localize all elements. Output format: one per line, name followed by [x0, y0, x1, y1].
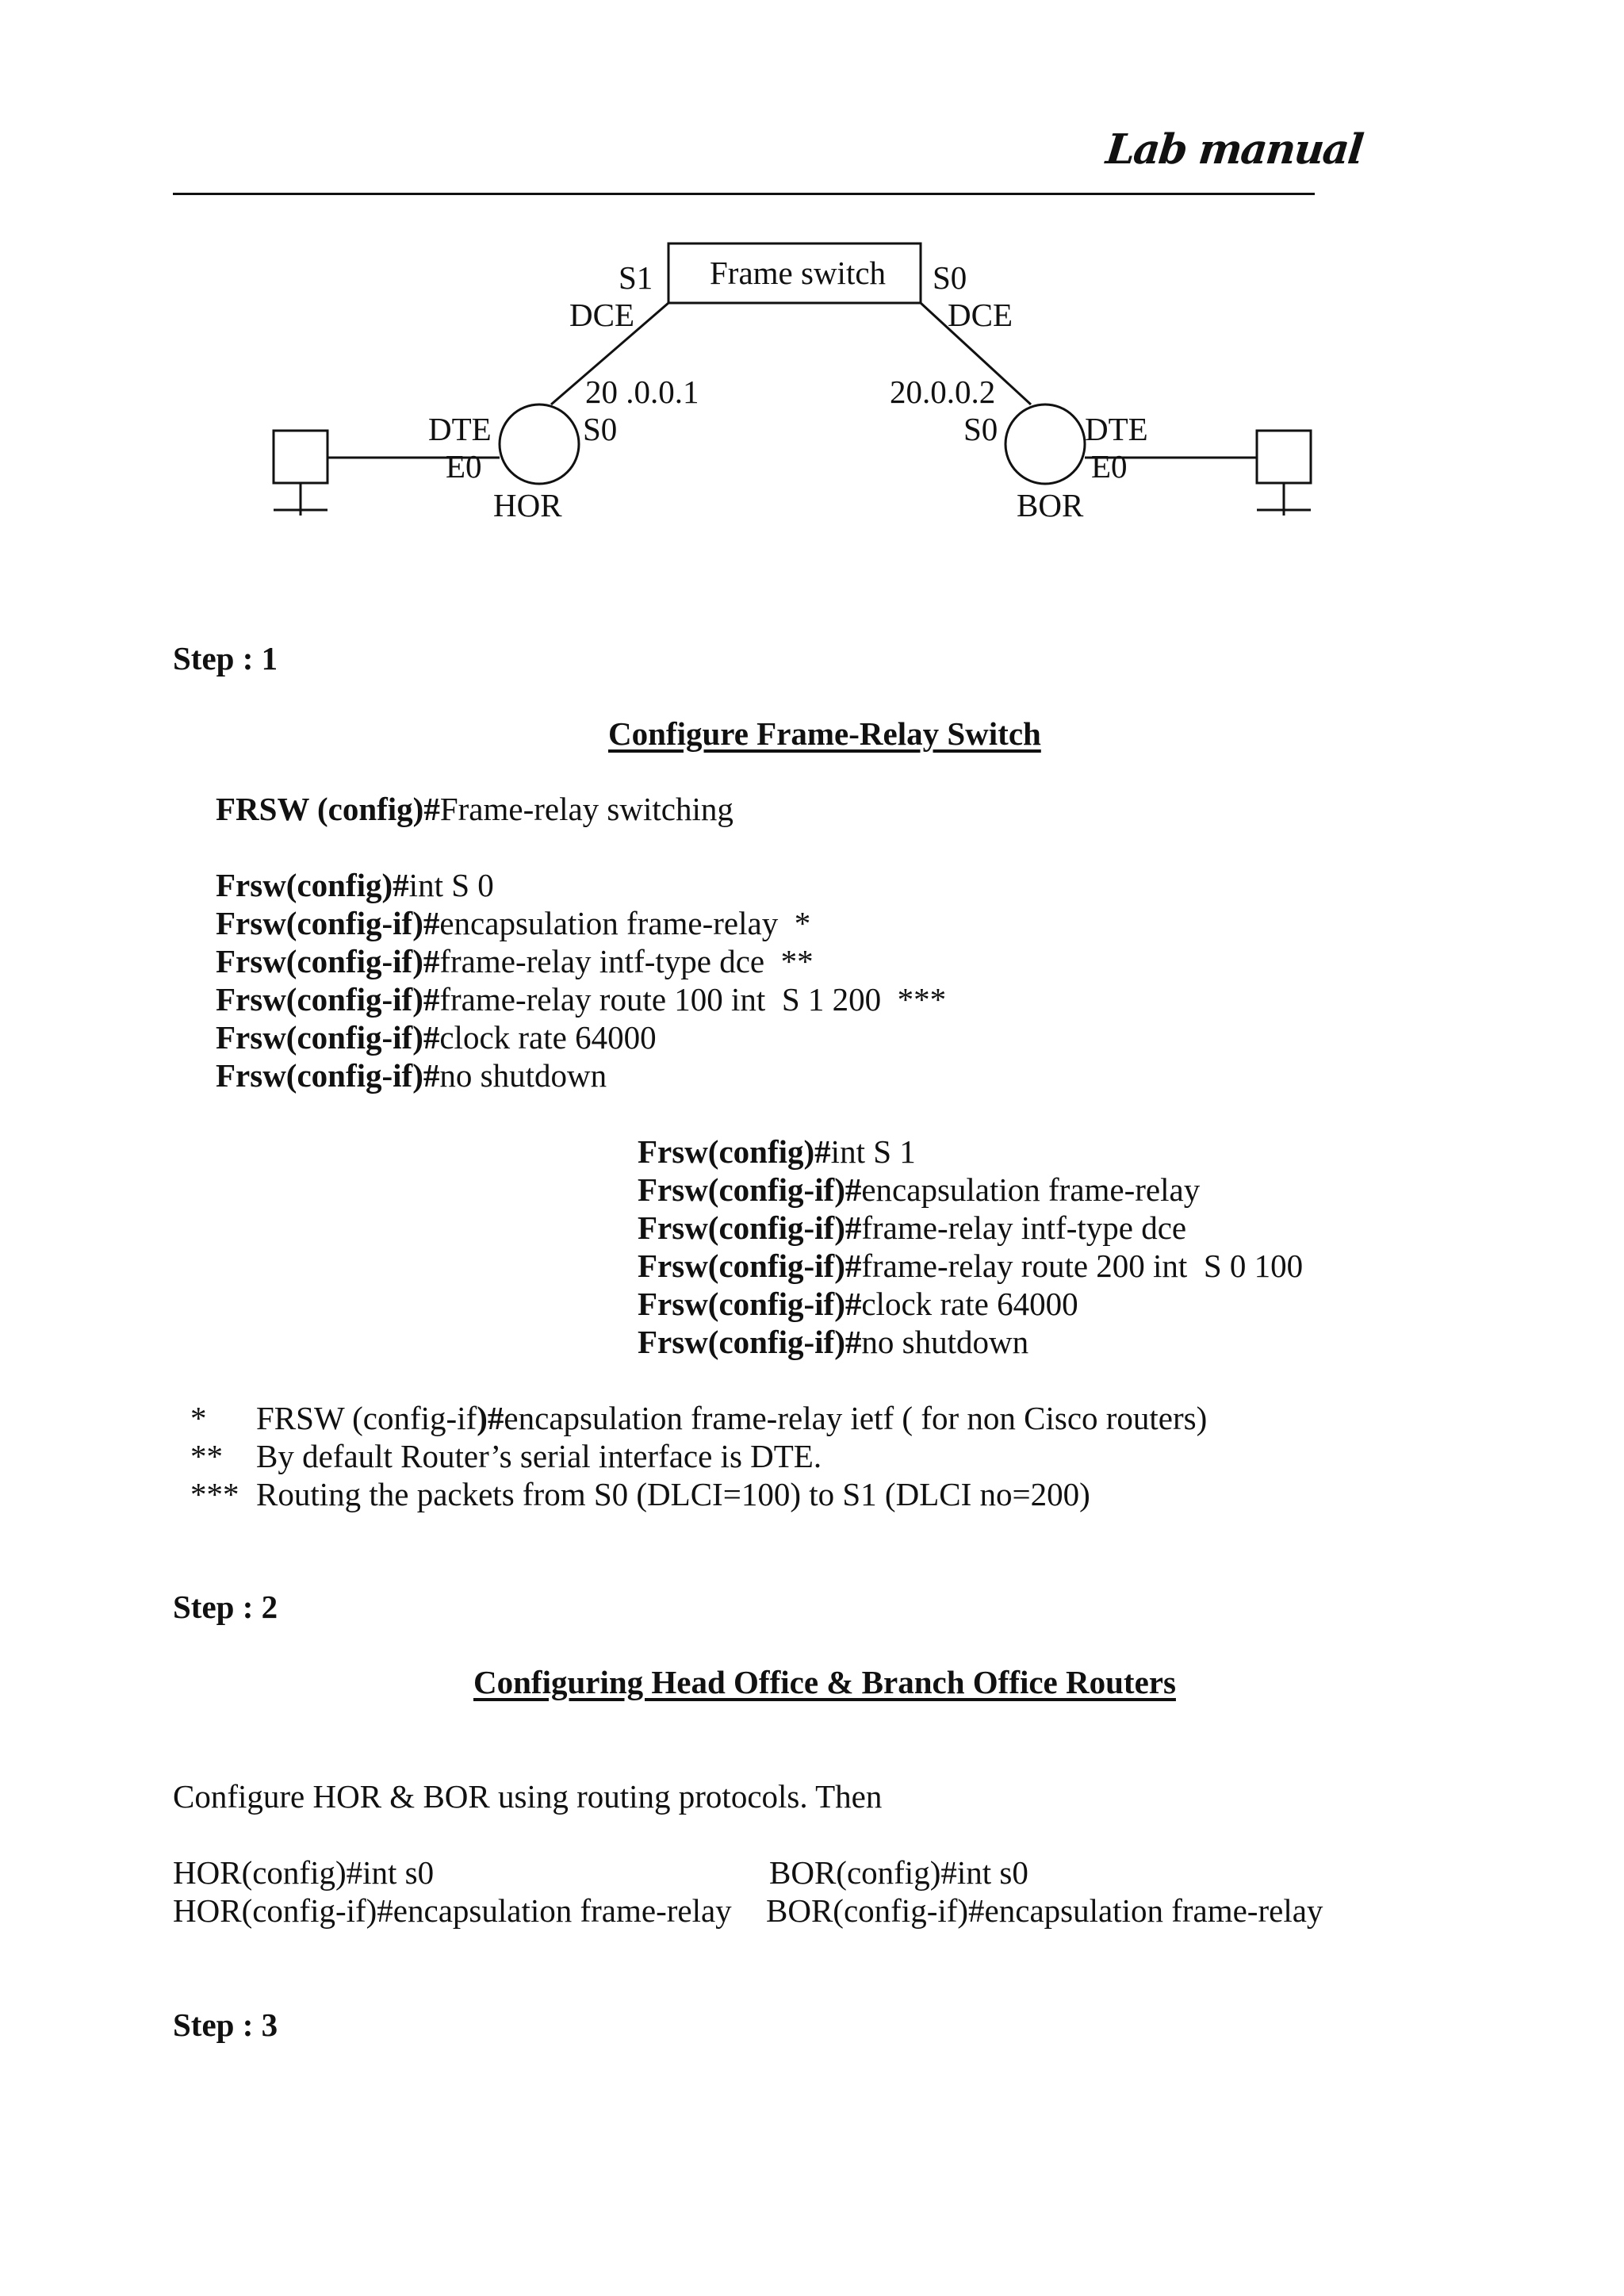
hor-host-computer [274, 431, 327, 483]
step1-heading: Configure Frame-Relay Switch [608, 715, 1041, 752]
switch-label: Frame switch [710, 255, 887, 291]
hor-name-label: HOR [493, 487, 562, 523]
cmd-prompt: FRSW (config)# [216, 791, 440, 827]
bor-dte-label: DTE [1085, 411, 1148, 447]
config-line: Frsw(config-if)#frame-relay route 200 int S 0 100 [638, 1248, 1304, 1284]
bor-serial-label: S0 [963, 411, 998, 447]
header-title: Lab manual [1103, 125, 1365, 174]
config-line: Frsw(config-if)#no shutdown [638, 1324, 1029, 1360]
step1-label: Step : 1 [173, 640, 278, 677]
hor-router [500, 404, 579, 484]
config-line: Frsw(config-if)#clock rate 64000 [216, 1019, 657, 1056]
hor-serial-label: S0 [583, 411, 618, 447]
frsw-switching-line [216, 793, 733, 826]
footnote-text: Routing the packets from S0 (DLCI=100) to S1 (DLCI no=200) [256, 1476, 1090, 1512]
config-line: Frsw(config-if)#no shutdown [216, 1057, 607, 1094]
footnote-mark: *** [190, 1476, 239, 1512]
config-line: Frsw(config-if)#frame-relay intf-type dce ** [216, 943, 814, 979]
config-line: Frsw(config-if)#frame-relay route 100 int S 1 200 *** [216, 981, 947, 1018]
bor-ip-label: 20.0.0.2 [890, 374, 996, 410]
config-line: Frsw(config-if)#clock rate 64000 [638, 1286, 1078, 1322]
config-line: Frsw(config)#int S 0 [216, 867, 494, 903]
footnote-text: By default Router’s serial interface is DTE. [256, 1438, 822, 1474]
bor-config-line: BOR(config)#int s0 [769, 1854, 1028, 1891]
right-port-type: DCE [948, 297, 1013, 333]
bor-config-line: BOR(config-if)#encapsulation frame-relay [766, 1892, 1323, 1929]
hor-config-line: HOR(config-if)#encapsulation frame-relay [173, 1892, 732, 1929]
left-port-type: DCE [569, 297, 634, 333]
footnote-mark: * [190, 1400, 207, 1436]
right-port-label: S0 [933, 259, 967, 296]
bor-name-label: BOR [1017, 487, 1084, 523]
step2-label: Step : 2 [173, 1589, 278, 1625]
hor-ip-label: 20 .0.0.1 [585, 374, 699, 410]
hor-eth-label: E0 [446, 448, 482, 485]
footnote-mark: ** [190, 1438, 223, 1474]
step2-intro: Configure HOR & BOR using routing protocols. Then [173, 1778, 883, 1815]
bor-host-computer [1257, 431, 1311, 483]
cmd-text: Frame-relay switching [439, 791, 733, 827]
step3-label: Step : 3 [173, 2007, 278, 2043]
config-line: Frsw(config)#int S 1 [638, 1133, 916, 1170]
config-line: Frsw(config-if)#encapsulation frame-relay * [216, 905, 811, 941]
step2-heading: Configuring Head Office & Branch Office Routers [473, 1664, 1176, 1700]
network-diagram [0, 230, 1624, 547]
hor-config-line: HOR(config)#int s0 [173, 1854, 435, 1891]
config-line: Frsw(config-if)#frame-relay intf-type dce [638, 1209, 1187, 1246]
left-port-label: S1 [619, 259, 653, 296]
bor-eth-label: E0 [1091, 448, 1128, 485]
footnote-text: FRSW (config-if)#encapsulation frame-relay ietf ( for non Cisco routers) [256, 1400, 1208, 1436]
header-rule [173, 193, 1315, 195]
config-line: Frsw(config-if)#encapsulation frame-relay [638, 1171, 1201, 1208]
hor-dte-label: DTE [428, 411, 492, 447]
bor-router [1005, 404, 1085, 484]
